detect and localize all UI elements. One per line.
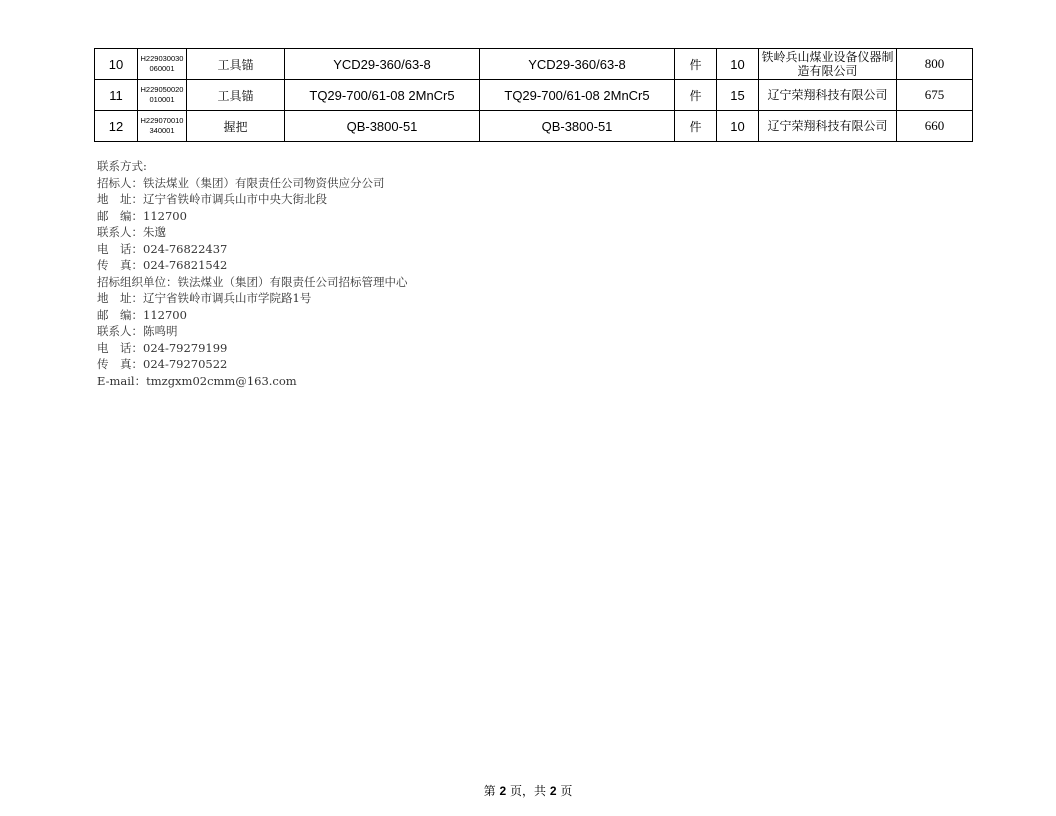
model: YCD29-360/63-8 [480,49,675,80]
agency-phone: 电 话：024-79279199 [97,340,228,355]
unit: 件 [675,80,717,111]
material-name: 工具锚 [187,49,285,80]
material-code-line-2: 010001 [149,95,175,104]
quantity: 10 [717,111,759,142]
total-page-number: 2 [549,784,557,798]
contact-heading: 联系方式: [97,159,147,173]
material-name: 工具锚 [187,80,285,111]
footer-middle: 页，共 [509,784,546,798]
tenderer-line: 招标人：铁法煤业（集团）有限责任公司物资供应分公司 [97,175,385,190]
row-number: 12 [95,111,138,142]
row-number: 11 [95,80,138,111]
tenderer-postcode: 邮 编：112700 [97,208,187,223]
price: 800 [897,49,973,80]
table-row [95,80,973,111]
bid-items-table [94,48,973,142]
model: TQ29-700/61-08 2MnCr5 [480,80,675,111]
tenderer-fax: 传 真：024-76821542 [97,258,228,272]
quantity: 10 [717,49,759,80]
quantity: 15 [717,80,759,111]
agency-line: 招标组织单位：铁法煤业（集团）有限责任公司招标管理中心 [97,274,408,289]
footer-prefix: 第 [483,784,496,798]
supplier: 铁岭兵山煤业设备仪器制造有限公司 [759,49,897,80]
page-footer [0,782,1056,799]
footer-suffix: 页 [560,784,573,798]
supplier: 辽宁荣翔科技有限公司 [759,80,897,111]
table-row [95,49,973,80]
tenderer-address: 地 址：辽宁省铁岭市调兵山市中央大街北段 [97,192,327,206]
material-code [138,49,187,80]
material-code [138,111,187,142]
agency-fax: 传 真：024-79270522 [97,357,228,371]
model: QB-3800-51 [480,111,675,142]
tenderer-contact-person: 联系人：朱邈 [97,225,166,239]
agency-postcode: 邮 编：112700 [97,307,187,322]
tenderer-phone: 电 话：024-76822437 [97,241,228,256]
table-row [95,111,973,142]
unit: 件 [675,49,717,80]
unit: 件 [675,111,717,142]
material-code-line-1: H229070010 [140,116,184,125]
specification: TQ29-700/61-08 2MnCr5 [285,80,480,111]
supplier: 辽宁荣翔科技有限公司 [759,111,897,142]
price: 675 [897,80,973,111]
agency-address: 地 址：辽宁省铁岭市调兵山市学院路1号 [97,291,312,305]
row-number: 10 [95,49,138,80]
current-page-number: 2 [499,784,507,798]
specification: YCD29-360/63-8 [285,49,480,80]
contact-info [97,158,408,389]
material-code [138,80,187,111]
material-code-line-1: H229050020 [140,85,184,94]
agency-email: E-mail：tmzgxm02cmm@163.com [97,373,297,388]
material-code-line-2: 340001 [149,126,175,135]
specification: QB-3800-51 [285,111,480,142]
material-name: 握把 [187,111,285,142]
agency-contact-person: 联系人：陈鸣明 [97,324,178,338]
material-code-line-2: 060001 [149,64,175,73]
material-code-line-1: H229030030 [140,54,184,63]
price: 660 [897,111,973,142]
